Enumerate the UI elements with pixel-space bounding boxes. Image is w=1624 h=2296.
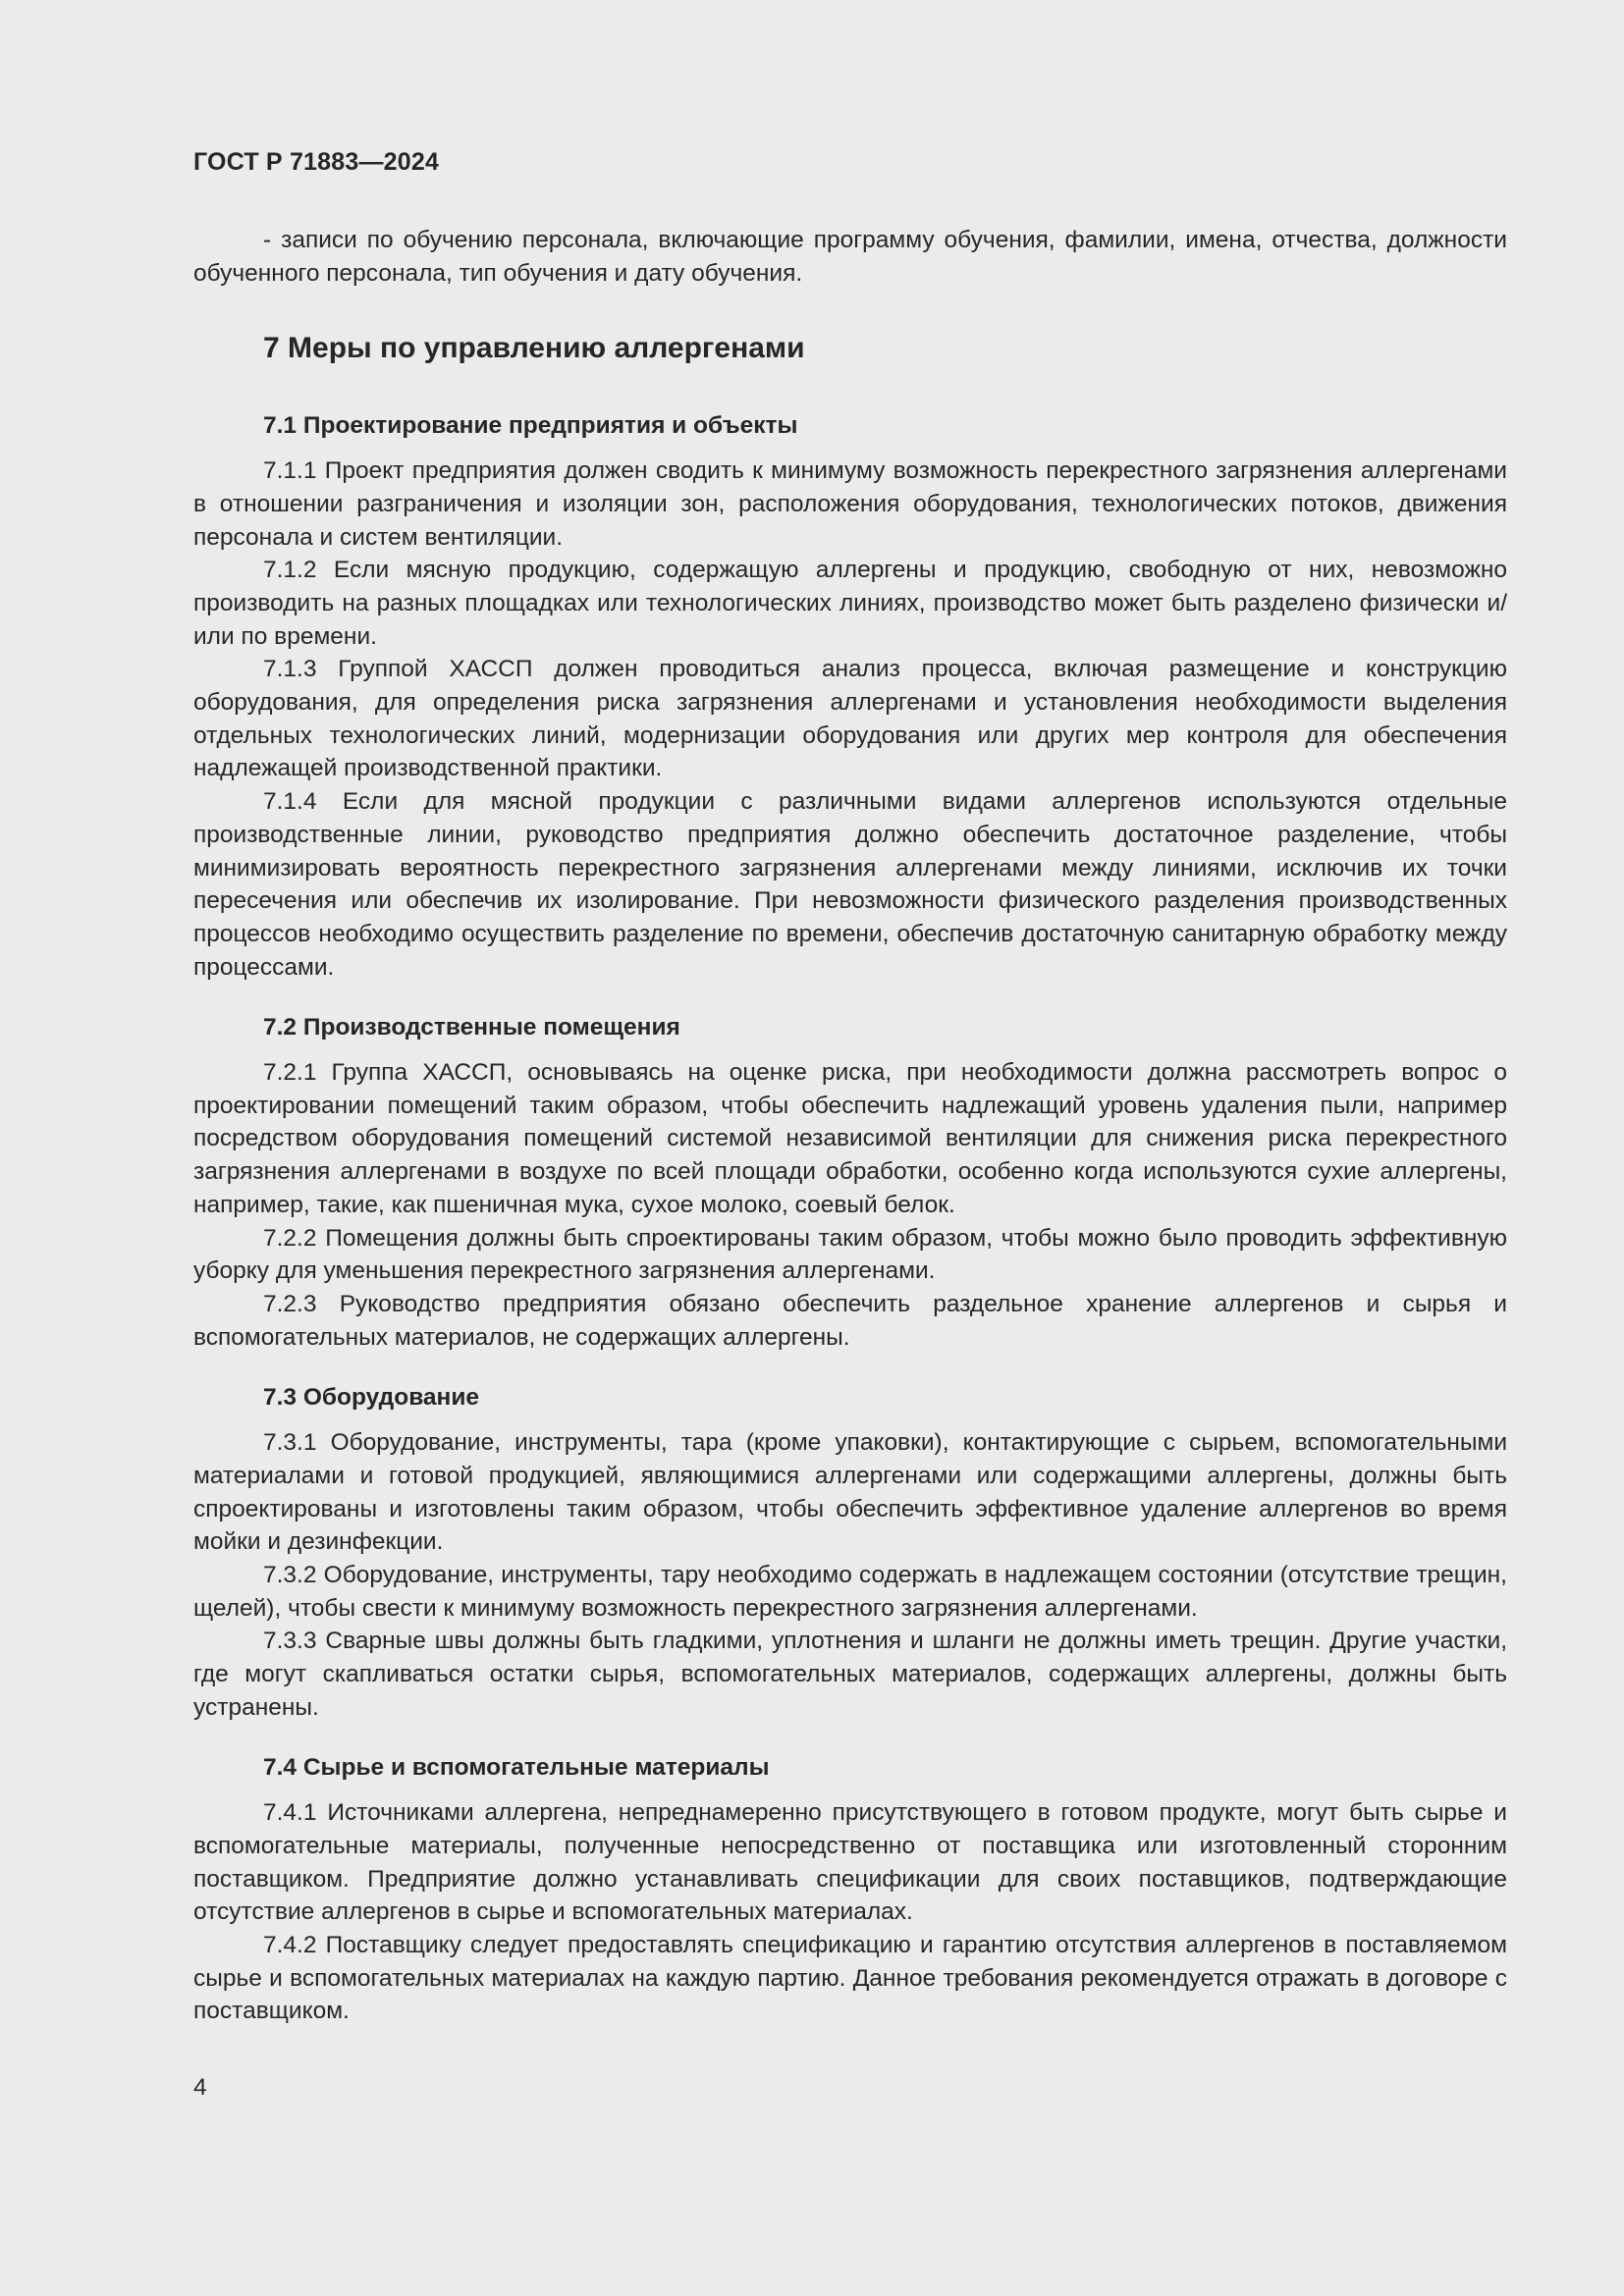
paragraph-7-3-1: 7.3.1 Оборудование, инструменты, тара (кроме упаковки), контактирующие с сырьем, вспомогательными материалами и готовой продукцией, являющимися аллергенами или содержащими аллергены, должны быть спроектированы и изготовлены таким образом, чтобы обеспечить эффективное удаление аллергенов во время мойки и дезинфекции. [193, 1429, 1507, 1556]
document-body [193, 224, 1507, 2028]
paragraph-7-2-3: 7.2.3 Руководство предприятия обязано обеспечить раздельное хранение аллергенов и сырья и вспомогательных материалов, не содержащих аллергены. [193, 1290, 1507, 1351]
subsection-title-7-4: 7.4 Сырье и вспомогательные материалы [263, 1754, 770, 1782]
paragraph-7-4-2: 7.4.2 Поставщику следует предоставлять спецификацию и гарантию отсутствия аллергенов в поставляемом сырье и вспомогательных материалах на каждую партию. Данное требования рекомендуется отражать в договоре с поставщиком. [193, 1931, 1507, 2025]
intro-paragraph: - записи по обучению персонала, включающие программу обучения, фамилии, имена, отчества, должности обученного персонала, тип обучения и дату обучения. [193, 227, 1507, 287]
paragraph-7-1-4: 7.1.4 Если для мясной продукции с различными видами аллергенов используются отдельные производственные линии, руководство предприятия должно обеспечить достаточное разделение, чтобы минимизировать вероятность перекрестного загрязнения аллергенами между линиями, исключив их точки пересечения или обеспечив их изолирование. При невозможности физического разделения производственных процессов необходимо осуществить разделение по времени, обеспечив достаточную санитарную обработку между процессами. [193, 788, 1507, 981]
subsection-title-7-3: 7.3 Оборудование [263, 1384, 480, 1412]
paragraph-7-2-1: 7.2.1 Группа ХАССП, основываясь на оценке риска, при необходимости должна рассмотреть вопрос о проектировании помещений таким образом, чтобы обеспечить надлежащий уровень удаления пыли, например посредством оборудования помещений системой независимой вентиляции для снижения риска перекрестного загрязнения аллергенами в воздухе по всей площади обработки, особенно когда используются сухие аллергены, например, такие, как пшеничная мука, сухое молоко, соевый белок. [193, 1059, 1507, 1218]
paragraph-7-1-2: 7.1.2 Если мясную продукцию, содержащую аллергены и продукцию, свободную от них, невозможно производить на разных площадках или технологических линиях, производство может быть разделено физически и/или по времени. [193, 557, 1507, 650]
paragraph-7-2-2: 7.2.2 Помещения должны быть спроектированы таким образом, чтобы можно было проводить эффективную уборку для уменьшения перекрестного загрязнения аллергенами. [193, 1224, 1507, 1285]
section-title: 7 Меры по управлению аллергенами [263, 332, 805, 365]
paragraph-7-3-3: 7.3.3 Сварные швы должны быть гладкими, уплотнения и шланги не должны иметь трещин. Другие участки, где могут скапливаться остатки сырья, вспомогательных материалов, содержащих аллергены, должны быть устранены. [193, 1628, 1507, 1721]
subsection-title-7-1: 7.1 Проектирование предприятия и объекты [263, 412, 798, 440]
page-number: 4 [193, 2074, 207, 2101]
paragraph-7-1-3: 7.1.3 Группой ХАССП должен проводиться анализ процесса, включая размещение и конструкцию оборудования, для определения риска загрязнения аллергенами и установления необходимости выделения отдельных технологических линий, модернизации оборудования или других мер контроля для обеспечения надлежащей производственной практики. [193, 656, 1507, 782]
paragraph-7-4-1: 7.4.1 Источниками аллергена, непреднамеренно присутствующего в готовом продукте, могут быть сырье и вспомогательные материалы, полученные непосредственно от поставщика или изготовленный сторонним поставщиком. Предприятие должно устанавливать спецификации для своих поставщиков, подтверждающие отсутствие аллергенов в сырье и вспомогательных материалах. [193, 1799, 1507, 1926]
subsection-title-7-2: 7.2 Производственные помещения [263, 1014, 680, 1041]
paragraph-7-1-1: 7.1.1 Проект предприятия должен сводить к минимуму возможность перекрестного загрязнения аллергенами в отношении разграничения и изоляции зон, расположения оборудования, технологических потоков, движения персонала и систем вентиляции. [193, 457, 1507, 551]
paragraph-7-3-2: 7.3.2 Оборудование, инструменты, тару необходимо содержать в надлежащем состоянии (отсутствие трещин, щелей), чтобы свести к минимуму возможность перекрестного загрязнения аллергенами. [193, 1561, 1507, 1622]
document-id-header: ГОСТ Р 71883—2024 [193, 148, 440, 176]
